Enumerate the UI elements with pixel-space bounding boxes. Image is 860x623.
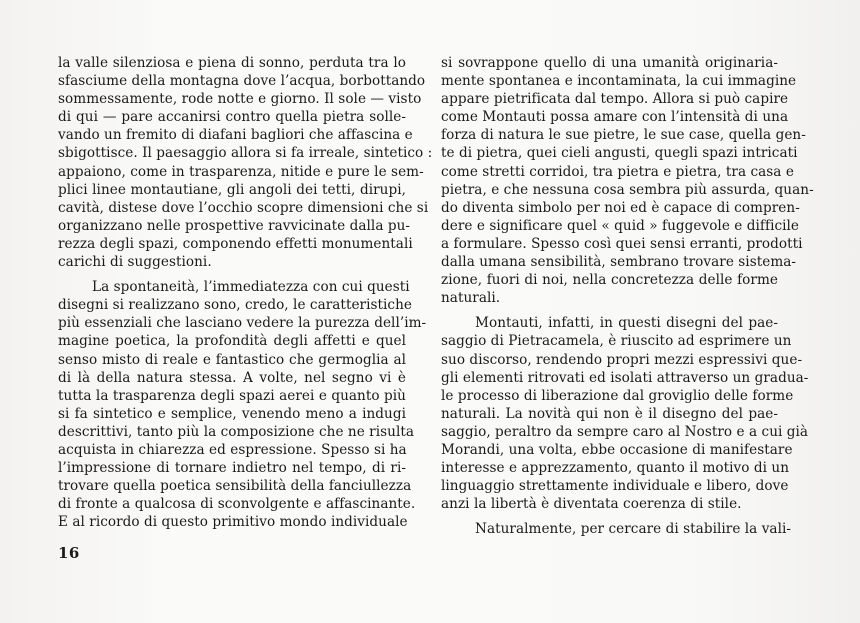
paragraph <box>58 278 427 531</box>
text-line: suo discorso, rendendo propri mezzi espressivi que- <box>441 351 803 368</box>
text-line: le processo di liberazione dal groviglio delle forme <box>441 387 794 404</box>
text-line: appaiono, come in trasparenza, nitide e pure le sem- <box>58 163 424 180</box>
text-line: zione, fuori di noi, nella concretezza delle forme <box>441 272 778 289</box>
text-line: come Montauti possa amare con l’intensità di una <box>441 109 789 126</box>
text-line: di fronte a qualcosa di sconvolgente e affascinante. <box>58 496 416 513</box>
text-line: te di pietra, quei cieli angusti, quegli spazi intricati <box>441 145 798 162</box>
text-line: vando un fremito di diafani bagliori che affascina e <box>58 127 413 144</box>
text-line: l’impressione di tornare indietro nel tempo, di ri- <box>58 460 406 477</box>
text-line: più essenziali che lasciano vedere la purezza dell’im- <box>58 315 427 332</box>
text-line: linguaggio strettamente individuale e libero, dove <box>441 478 789 495</box>
text-line: come stretti corridoi, tra pietra e pietra, tra casa e <box>441 163 794 180</box>
text-line: anzi la libertà è diventata coerenza di stile. <box>441 496 742 513</box>
text-line: mente spontanea e incontaminata, la cui immagine <box>441 73 797 90</box>
paragraph-gap <box>441 307 778 314</box>
page-number: 16 <box>58 544 80 562</box>
text-line: disegni si realizzano sono, credo, le caratteristiche <box>58 297 412 314</box>
paragraph <box>441 520 792 538</box>
paragraph <box>441 54 814 307</box>
text-line: naturali. La novità qui non è il disegno del pae- <box>441 405 778 422</box>
text-line: appare pietrificata dal tempo. Allora si può capire <box>441 91 789 108</box>
text-line: interesse e apprezzamento, quanto il motivo di un <box>441 460 789 477</box>
right-text-column <box>441 54 814 538</box>
text-line: tutta la trasparenza degli spazi aerei e quanto più <box>58 387 406 404</box>
text-line: sfasciume della montagna dove l’acqua, borbottando <box>58 73 426 90</box>
text-line: trovare quella poetica sensibilità della fanciullezza <box>58 478 412 495</box>
text-line: dere e significare quel « quid » fuggevole e difficile <box>441 217 800 234</box>
text-line: acquista in chiarezza ed espressione. Spesso si ha <box>58 441 407 458</box>
text-line: Morandi, una volta, ebbe occasione di manifestare <box>441 441 793 458</box>
text-line: Montauti, infatti, in questi disegni del pae- <box>475 315 778 332</box>
text-line: forza di natura le sue pietre, le sue case, quella gen- <box>441 127 806 144</box>
text-line: cavità, distese dove l’occhio scopre dimensioni che si <box>58 199 429 216</box>
paragraph <box>58 54 433 271</box>
text-line: rezza degli spazi, componendo effetti monumentali <box>58 235 413 252</box>
paragraph-gap <box>441 513 778 520</box>
text-line: do diventa simbolo per noi ed è capace di compren- <box>441 199 800 216</box>
text-line: plici linee montautiane, gli angoli dei tetti, dirupi, <box>58 181 406 198</box>
text-line: di qui — pare accanirsi contro quella pietra solle- <box>58 109 406 126</box>
text-line: dalla umana sensibilità, sembrano trovare sistema- <box>441 254 797 271</box>
text-line: saggio, peraltro da sempre caro al Nostro e a cui già <box>441 423 809 440</box>
paragraph-gap <box>58 271 406 278</box>
text-line: di là della natura stessa. A volte, nel segno vi è <box>58 369 406 386</box>
text-line: la valle silenziosa e piena di sonno, perduta tra lo <box>58 55 406 71</box>
text-line: La spontaneità, l’immediatezza con cui questi <box>92 279 410 296</box>
text-line: naturali. <box>441 290 501 307</box>
text-line: organizzano nelle prospettive ravvicinate dalla pu- <box>58 217 411 234</box>
paragraph <box>441 314 809 513</box>
text-line: gli elementi ritrovati ed isolati attraverso un gradua- <box>441 369 809 386</box>
text-line: sbigottisce. Il paesaggio allora si fa irreale, sintetico : <box>58 145 433 162</box>
text-line: carichi di suggestioni. <box>58 254 212 271</box>
left-text-column <box>58 54 433 531</box>
text-line: descrittivi, tanto più la composizione che ne risulta <box>58 423 415 440</box>
text-line: si sovrappone quello di una umanità originaria- <box>441 55 778 71</box>
text-line: pietra, e che nessuna cosa sembra più assurda, quan- <box>441 181 814 198</box>
text-line: si fa sintetico e semplice, venendo meno a indugi <box>58 405 406 422</box>
text-line: E al ricordo di questo primitivo mondo individuale <box>58 514 408 531</box>
text-line: senso misto di reale e fantastico che germoglia al <box>58 351 406 368</box>
text-line: sommessamente, rode notte e giorno. Il sole — visto <box>58 91 422 108</box>
text-line: a formulare. Spesso così quei sensi erranti, prodotti <box>441 235 803 252</box>
text-line: saggio di Pietracamela, è riuscito ad esprimere un <box>441 333 792 350</box>
text-line: Naturalmente, per cercare di stabilire la vali- <box>475 521 792 538</box>
text-line: magine poetica, la profondità degli affetti e quel <box>58 333 406 350</box>
